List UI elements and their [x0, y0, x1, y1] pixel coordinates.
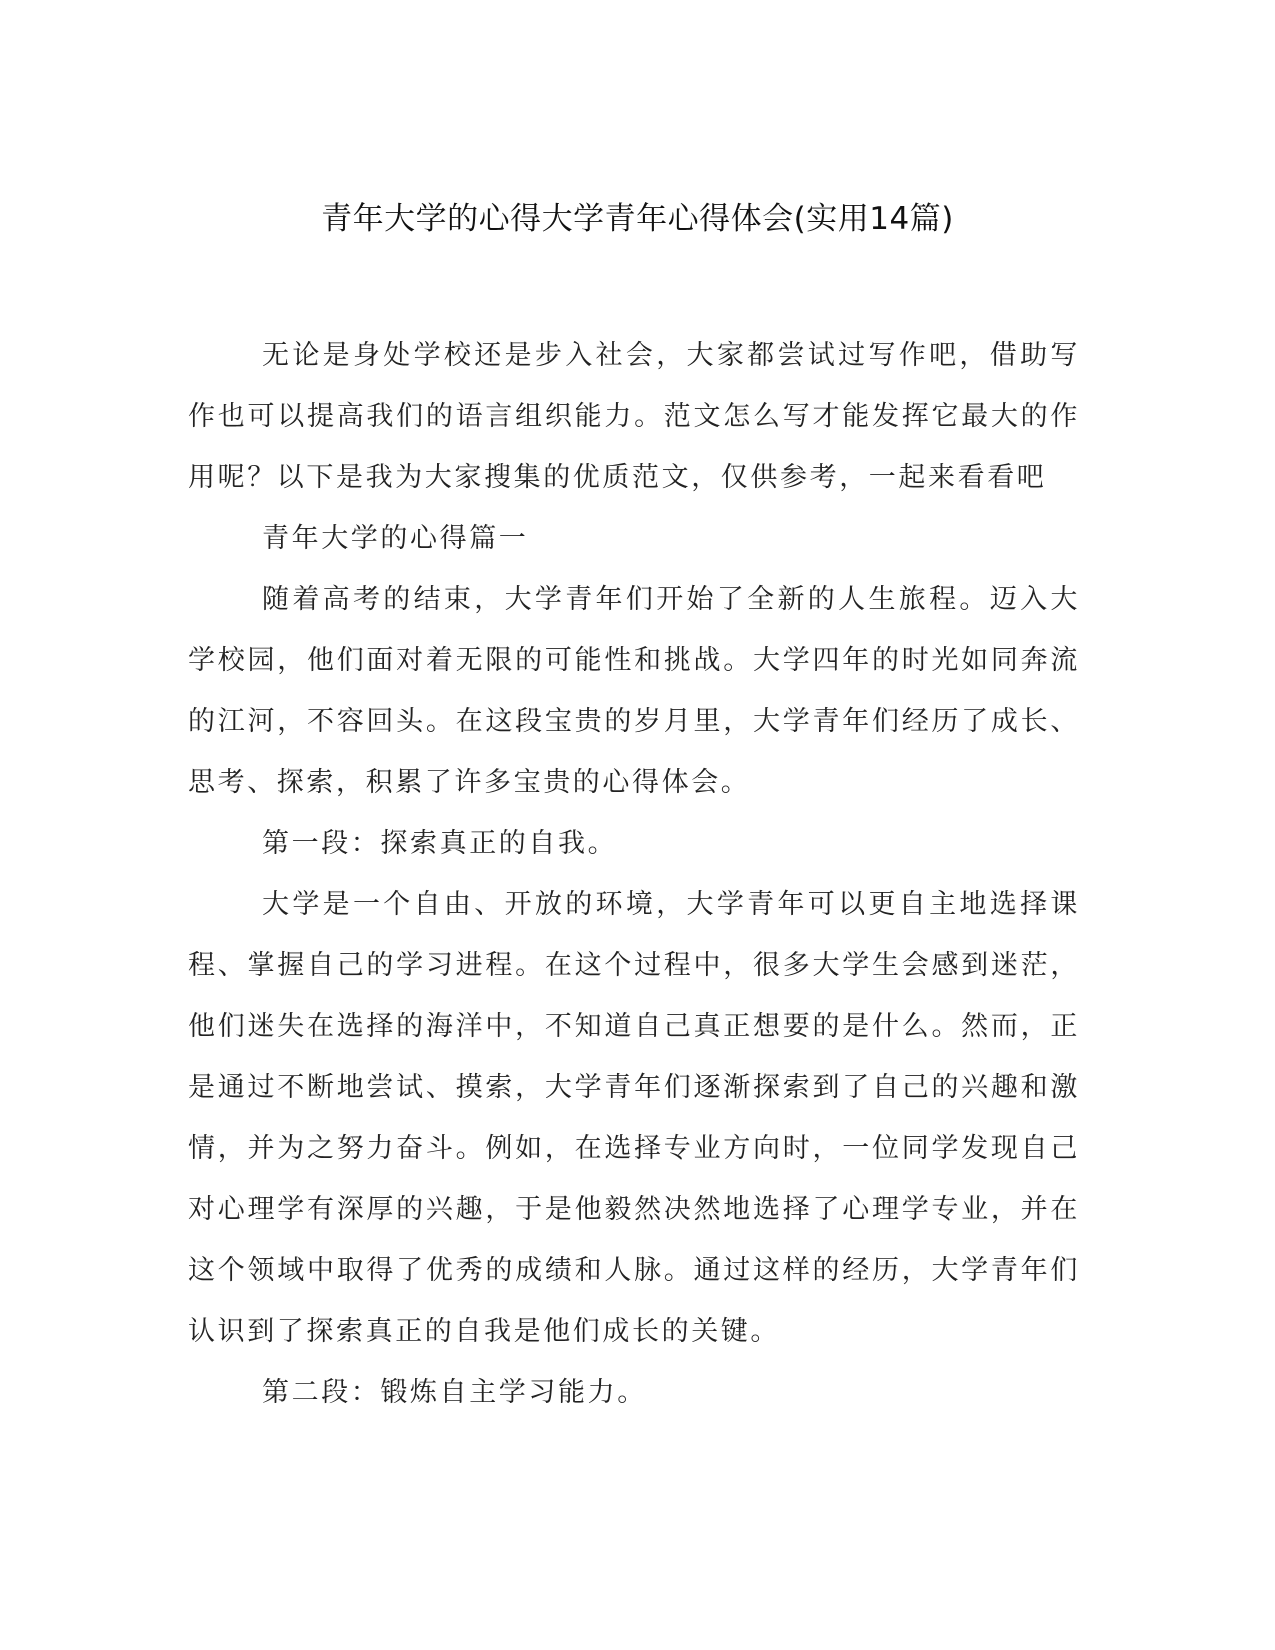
document-title: 青年大学的心得大学青年心得体会(实用14篇): [321, 201, 954, 237]
section-heading-paragraph-one: 第一段：探索真正的自我。: [262, 828, 618, 859]
section-heading-paragraph-two: 第二段：锻炼自主学习能力。: [262, 1377, 647, 1408]
document-body: [188, 325, 1080, 1423]
intro-paragraph: 无论是身处学校还是步入社会，大家都尝试过写作吧，借助写作也可以提高我们的语言组织能力。范文怎么写才能发挥它最大的作用呢？以下是我为大家搜集的优质范文，仅供参考，一起来看看吧: [188, 340, 1080, 493]
body-paragraph: 随着高考的结束，大学青年们开始了全新的人生旅程。迈入大学校园，他们面对着无限的可能性和挑战。大学四年的时光如同奔流的江河，不容回头。在这段宝贵的岁月里，大学青年们经历了成长、思考、探索，积累了许多宝贵的心得体会。: [188, 584, 1080, 798]
section-heading-part-one: 青年大学的心得篇一: [262, 523, 529, 554]
body-paragraph: 大学是一个自由、开放的环境，大学青年可以更自主地选择课程、掌握自己的学习进程。在这个过程中，很多大学生会感到迷茫，他们迷失在选择的海洋中，不知道自己真正想要的是什么。然而，正是通过不断地尝试、摸索，大学青年们逐渐探索到了自己的兴趣和激情，并为之努力奋斗。例如，在选择专业方向时，一位同学发现自己对心理学有深厚的兴趣，于是他毅然决然地选择了心理学专业，并在这个领域中取得了优秀的成绩和人脉。通过这样的经历，大学青年们认识到了探索真正的自我是他们成长的关键。: [188, 889, 1080, 1347]
